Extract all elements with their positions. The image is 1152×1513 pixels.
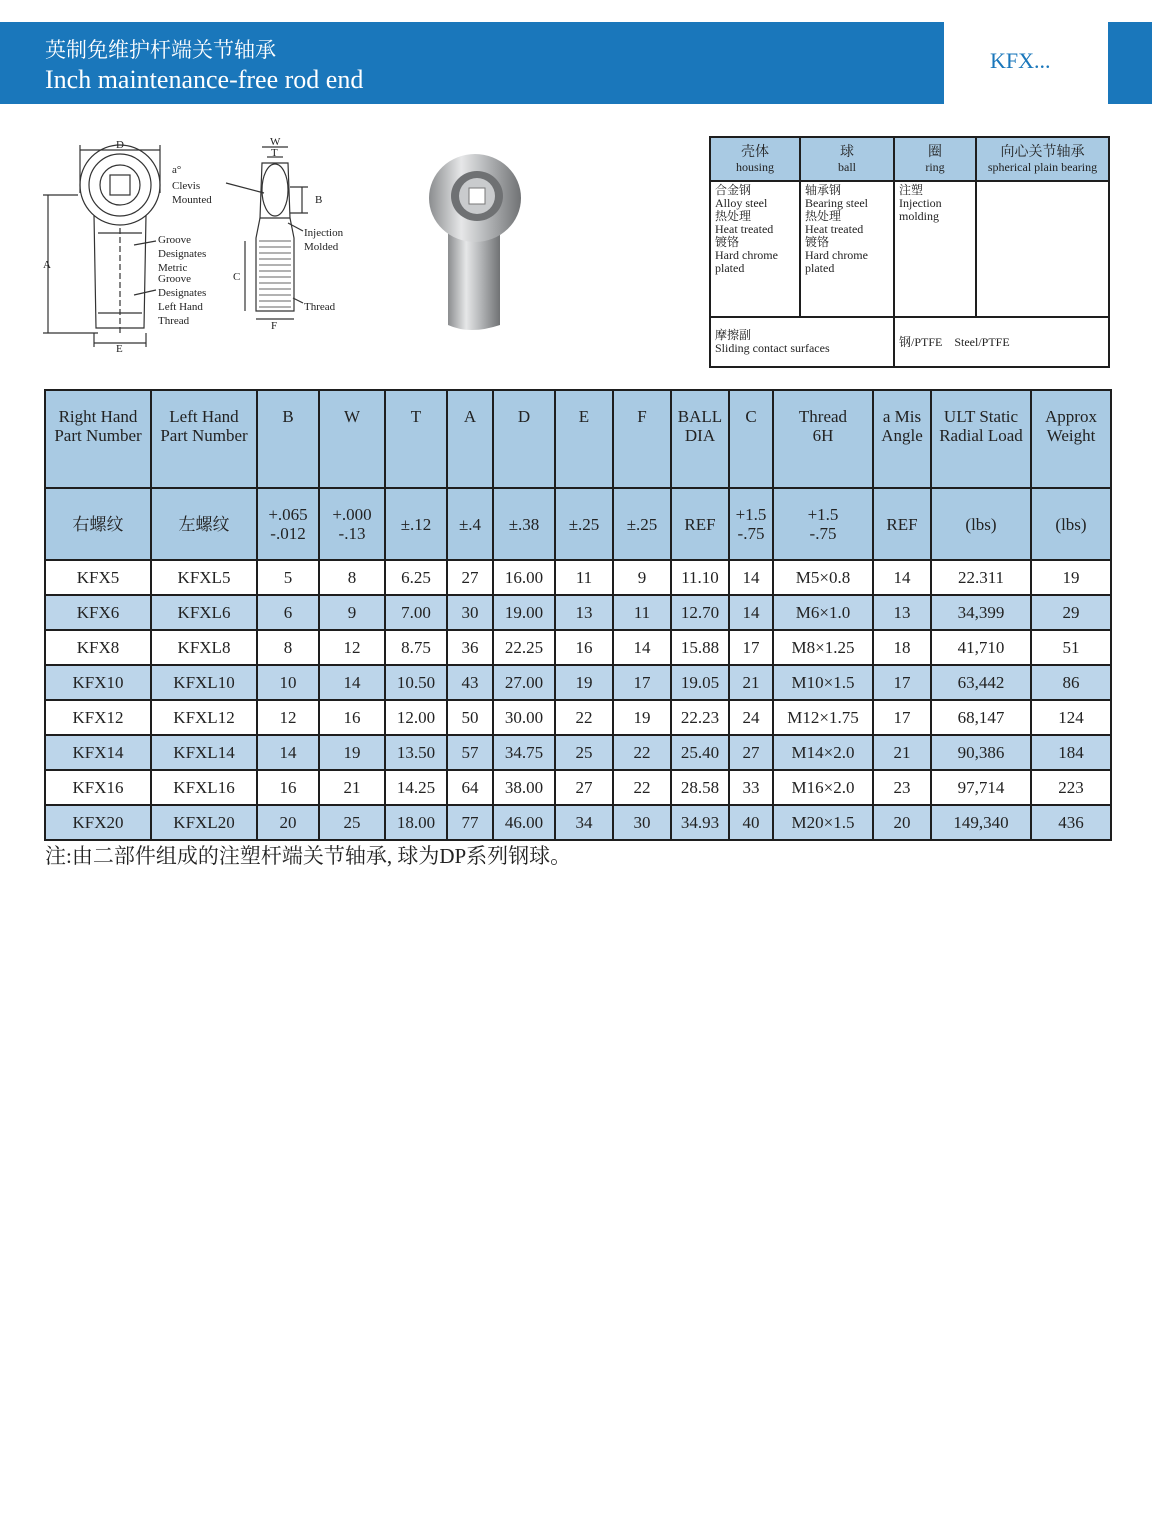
- spec-header2-ball-dia: REF: [671, 488, 729, 560]
- spec-cell-c: 40: [729, 805, 773, 840]
- spec-cell-b: 5: [257, 560, 319, 595]
- label-left-1: Groove: [158, 273, 191, 285]
- spec-cell-d: 22.25: [493, 630, 555, 665]
- spec-cell-mis-angle: 17: [873, 700, 931, 735]
- spec-cell-ball-dia: 15.88: [671, 630, 729, 665]
- spec-cell-t: 8.75: [385, 630, 447, 665]
- spec-cell-weight: 124: [1031, 700, 1111, 735]
- label-clevis-2: Mounted: [172, 194, 212, 206]
- spec-header1-b: B: [257, 390, 319, 488]
- spec-cell-left-hand: KFXL14: [151, 735, 257, 770]
- label-d: D: [116, 139, 124, 151]
- spec-header2-right-hand: 右螺纹: [45, 488, 151, 560]
- spec-cell-thread: M12×1.75: [773, 700, 873, 735]
- spec-cell-f: 19: [613, 700, 671, 735]
- spec-cell-mis-angle: 17: [873, 665, 931, 700]
- series-code: KFX...: [990, 48, 1051, 73]
- spec-header2-f: ±.25: [613, 488, 671, 560]
- spec-cell-b: 6: [257, 595, 319, 630]
- spec-header2-t: ±.12: [385, 488, 447, 560]
- spec-cell-a: 30: [447, 595, 493, 630]
- header2-row: [45, 488, 1111, 560]
- spec-header2-c: +1.5 -.75: [729, 488, 773, 560]
- spec-cell-mis-angle: 13: [873, 595, 931, 630]
- spec-cell-d: 38.00: [493, 770, 555, 805]
- spec-cell-thread: M5×0.8: [773, 560, 873, 595]
- spec-cell-ball-dia: 12.70: [671, 595, 729, 630]
- mat-bearing-cell: [976, 181, 1109, 317]
- spec-cell-left-hand: KFXL10: [151, 665, 257, 700]
- spec-cell-d: 34.75: [493, 735, 555, 770]
- spec-cell-thread: M14×2.0: [773, 735, 873, 770]
- spec-cell-e: 13: [555, 595, 613, 630]
- label-t: T: [271, 147, 278, 159]
- spec-cell-t: 7.00: [385, 595, 447, 630]
- spec-cell-d: 46.00: [493, 805, 555, 840]
- spec-cell-weight: 51: [1031, 630, 1111, 665]
- spec-cell-a: 57: [447, 735, 493, 770]
- spec-cell-c: 27: [729, 735, 773, 770]
- label-metric-3: Metric: [158, 262, 188, 274]
- spec-cell-b: 12: [257, 700, 319, 735]
- spec-cell-ball-dia: 11.10: [671, 560, 729, 595]
- spec-cell-right-hand: KFX20: [45, 805, 151, 840]
- spec-cell-b: 16: [257, 770, 319, 805]
- spec-cell-thread: M20×1.5: [773, 805, 873, 840]
- spec-cell-t: 6.25: [385, 560, 447, 595]
- spec-cell-e: 22: [555, 700, 613, 735]
- spec-row: [45, 665, 1111, 700]
- spec-cell-ball-dia: 34.93: [671, 805, 729, 840]
- spec-header2-thread: +1.5 -.75: [773, 488, 873, 560]
- mat-ring-cell: 注塑 Injection molding: [894, 181, 976, 317]
- materials-table: [709, 136, 1110, 368]
- spec-header1-ball-dia: BALL DIA: [671, 390, 729, 488]
- spec-cell-load: 149,340: [931, 805, 1031, 840]
- spec-cell-f: 30: [613, 805, 671, 840]
- spec-cell-mis-angle: 14: [873, 560, 931, 595]
- spec-cell-w: 8: [319, 560, 385, 595]
- spec-header1-thread: Thread 6H: [773, 390, 873, 488]
- spec-cell-w: 9: [319, 595, 385, 630]
- spec-row: [45, 770, 1111, 805]
- spec-cell-weight: 29: [1031, 595, 1111, 630]
- header1-row: [45, 390, 1111, 488]
- spec-row: [45, 735, 1111, 770]
- label-b: B: [315, 194, 323, 206]
- spec-header1-mis-angle: a Mis Angle: [873, 390, 931, 488]
- spec-header1-d: D: [493, 390, 555, 488]
- spec-cell-t: 18.00: [385, 805, 447, 840]
- spec-cell-load: 41,710: [931, 630, 1031, 665]
- spec-cell-c: 14: [729, 595, 773, 630]
- spec-cell-load: 22.311: [931, 560, 1031, 595]
- spec-table: [44, 389, 1112, 841]
- spec-header1-w: W: [319, 390, 385, 488]
- spec-cell-c: 14: [729, 560, 773, 595]
- spec-cell-d: 27.00: [493, 665, 555, 700]
- spec-row: [45, 630, 1111, 665]
- mat-sliding-label: 摩擦副 Sliding contact surfaces: [710, 317, 894, 367]
- spec-cell-right-hand: KFX14: [45, 735, 151, 770]
- spec-cell-t: 13.50: [385, 735, 447, 770]
- spec-cell-b: 8: [257, 630, 319, 665]
- spec-cell-e: 34: [555, 805, 613, 840]
- spec-header2-weight: (lbs): [1031, 488, 1111, 560]
- spec-cell-f: 17: [613, 665, 671, 700]
- spec-row: [45, 805, 1111, 840]
- spec-cell-f: 11: [613, 595, 671, 630]
- spec-header1-left-hand: Left Hand Part Number: [151, 390, 257, 488]
- spec-cell-left-hand: KFXL16: [151, 770, 257, 805]
- label-clevis-1: Clevis: [172, 180, 201, 192]
- spec-header2-load: (lbs): [931, 488, 1031, 560]
- spec-header1-t: T: [385, 390, 447, 488]
- spec-cell-c: 17: [729, 630, 773, 665]
- spec-cell-f: 22: [613, 770, 671, 805]
- spec-cell-a: 43: [447, 665, 493, 700]
- spec-cell-thread: M8×1.25: [773, 630, 873, 665]
- spec-cell-weight: 436: [1031, 805, 1111, 840]
- spec-header2-mis-angle: REF: [873, 488, 931, 560]
- spec-header1-f: F: [613, 390, 671, 488]
- spec-cell-thread: M16×2.0: [773, 770, 873, 805]
- label-left-2: Designates: [158, 287, 207, 299]
- spec-cell-e: 19: [555, 665, 613, 700]
- spec-header1-weight: Approx Weight: [1031, 390, 1111, 488]
- spec-header1-e: E: [555, 390, 613, 488]
- spec-cell-a: 36: [447, 630, 493, 665]
- banner-accent-bar: [1108, 22, 1152, 104]
- label-a: A: [43, 259, 51, 271]
- spec-cell-w: 12: [319, 630, 385, 665]
- spec-header1-a: A: [447, 390, 493, 488]
- spec-cell-ball-dia: 19.05: [671, 665, 729, 700]
- spec-cell-b: 14: [257, 735, 319, 770]
- label-w: W: [270, 136, 281, 148]
- spec-cell-e: 27: [555, 770, 613, 805]
- spec-cell-right-hand: KFX12: [45, 700, 151, 735]
- spec-header2-a: ±.4: [447, 488, 493, 560]
- spec-cell-load: 63,442: [931, 665, 1031, 700]
- spec-cell-a: 77: [447, 805, 493, 840]
- spec-header1-load: ULT Static Radial Load: [931, 390, 1031, 488]
- spec-cell-c: 33: [729, 770, 773, 805]
- spec-cell-weight: 19: [1031, 560, 1111, 595]
- spec-cell-mis-angle: 20: [873, 805, 931, 840]
- mat-head-bearing: 向心关节轴承 spherical plain bearing: [976, 137, 1109, 181]
- spec-cell-w: 19: [319, 735, 385, 770]
- spec-cell-ball-dia: 28.58: [671, 770, 729, 805]
- mat-ball-cell: 轴承钢 Bearing steel 热处理 Heat treated 镀铬 Hard chrome plated: [800, 181, 894, 317]
- spec-cell-right-hand: KFX8: [45, 630, 151, 665]
- spec-header2-e: ±.25: [555, 488, 613, 560]
- spec-header1-c: C: [729, 390, 773, 488]
- spec-cell-thread: M10×1.5: [773, 665, 873, 700]
- label-c: C: [233, 271, 241, 283]
- label-alpha: a°: [172, 164, 182, 176]
- spec-cell-a: 27: [447, 560, 493, 595]
- spec-cell-weight: 223: [1031, 770, 1111, 805]
- spec-cell-load: 97,714: [931, 770, 1031, 805]
- spec-cell-thread: M6×1.0: [773, 595, 873, 630]
- spec-cell-t: 14.25: [385, 770, 447, 805]
- spec-cell-c: 24: [729, 700, 773, 735]
- spec-cell-w: 14: [319, 665, 385, 700]
- spec-cell-left-hand: KFXL8: [151, 630, 257, 665]
- label-inj-2: Molded: [304, 241, 339, 253]
- label-f: F: [271, 320, 278, 332]
- mat-sliding-value: 钢/PTFE Steel/PTFE: [894, 317, 1109, 367]
- spec-cell-left-hand: KFXL12: [151, 700, 257, 735]
- mat-head-housing: 壳体 housing: [710, 137, 800, 181]
- title-banner: [0, 22, 944, 104]
- spec-cell-weight: 184: [1031, 735, 1111, 770]
- spec-header2-b: +.065 -.012: [257, 488, 319, 560]
- spec-cell-a: 50: [447, 700, 493, 735]
- spec-cell-d: 30.00: [493, 700, 555, 735]
- spec-cell-c: 21: [729, 665, 773, 700]
- spec-cell-weight: 86: [1031, 665, 1111, 700]
- spec-cell-load: 68,147: [931, 700, 1031, 735]
- spec-cell-mis-angle: 21: [873, 735, 931, 770]
- footnote: 注:由二部件组成的注塑杆端关节轴承, 球为DP系列钢球。: [45, 844, 572, 868]
- mat-head-ring: 圈 ring: [894, 137, 976, 181]
- spec-cell-right-hand: KFX6: [45, 595, 151, 630]
- spec-cell-right-hand: KFX5: [45, 560, 151, 595]
- label-metric-1: Groove: [158, 234, 191, 246]
- spec-cell-right-hand: KFX10: [45, 665, 151, 700]
- spec-header1-right-hand: Right Hand Part Number: [45, 390, 151, 488]
- spec-cell-d: 16.00: [493, 560, 555, 595]
- spec-cell-left-hand: KFXL6: [151, 595, 257, 630]
- side-view: [260, 163, 290, 218]
- label-left-4: Thread: [158, 315, 190, 327]
- label-left-3: Left Hand: [158, 301, 203, 313]
- spec-cell-w: 25: [319, 805, 385, 840]
- spec-cell-left-hand: KFXL5: [151, 560, 257, 595]
- spec-cell-b: 20: [257, 805, 319, 840]
- label-thread: Thread: [304, 301, 336, 313]
- spec-cell-e: 11: [555, 560, 613, 595]
- spec-cell-e: 16: [555, 630, 613, 665]
- spec-header2-left-hand: 左螺纹: [151, 488, 257, 560]
- spec-cell-f: 22: [613, 735, 671, 770]
- spec-cell-ball-dia: 25.40: [671, 735, 729, 770]
- label-inj-1: Injection: [304, 227, 344, 239]
- spec-cell-right-hand: KFX16: [45, 770, 151, 805]
- spec-cell-a: 64: [447, 770, 493, 805]
- spec-cell-mis-angle: 18: [873, 630, 931, 665]
- front-view-eye: [80, 145, 160, 225]
- spec-cell-f: 14: [613, 630, 671, 665]
- mat-housing-cell: 合金钢 Alloy steel 热处理 Heat treated 镀铬 Hard chrome plated: [710, 181, 800, 317]
- spec-row: [45, 700, 1111, 735]
- title-zh: 英制免维护杆端关节轴承: [45, 38, 276, 62]
- product-photo: [420, 150, 530, 335]
- spec-row: [45, 560, 1111, 595]
- spec-cell-w: 21: [319, 770, 385, 805]
- mat-head-ball: 球 ball: [800, 137, 894, 181]
- spec-cell-ball-dia: 22.23: [671, 700, 729, 735]
- spec-cell-load: 34,399: [931, 595, 1031, 630]
- technical-drawing: [38, 133, 368, 358]
- spec-cell-b: 10: [257, 665, 319, 700]
- spec-cell-t: 12.00: [385, 700, 447, 735]
- spec-header2-d: ±.38: [493, 488, 555, 560]
- spec-cell-e: 25: [555, 735, 613, 770]
- spec-header2-w: +.000 -.13: [319, 488, 385, 560]
- spec-cell-f: 9: [613, 560, 671, 595]
- spec-cell-left-hand: KFXL20: [151, 805, 257, 840]
- spec-cell-d: 19.00: [493, 595, 555, 630]
- spec-cell-w: 16: [319, 700, 385, 735]
- label-metric-2: Designates: [158, 248, 207, 260]
- spec-cell-t: 10.50: [385, 665, 447, 700]
- spec-row: [45, 595, 1111, 630]
- spec-cell-mis-angle: 23: [873, 770, 931, 805]
- title-en: Inch maintenance-free rod end: [45, 65, 364, 94]
- label-e: E: [116, 343, 123, 355]
- spec-cell-load: 90,386: [931, 735, 1031, 770]
